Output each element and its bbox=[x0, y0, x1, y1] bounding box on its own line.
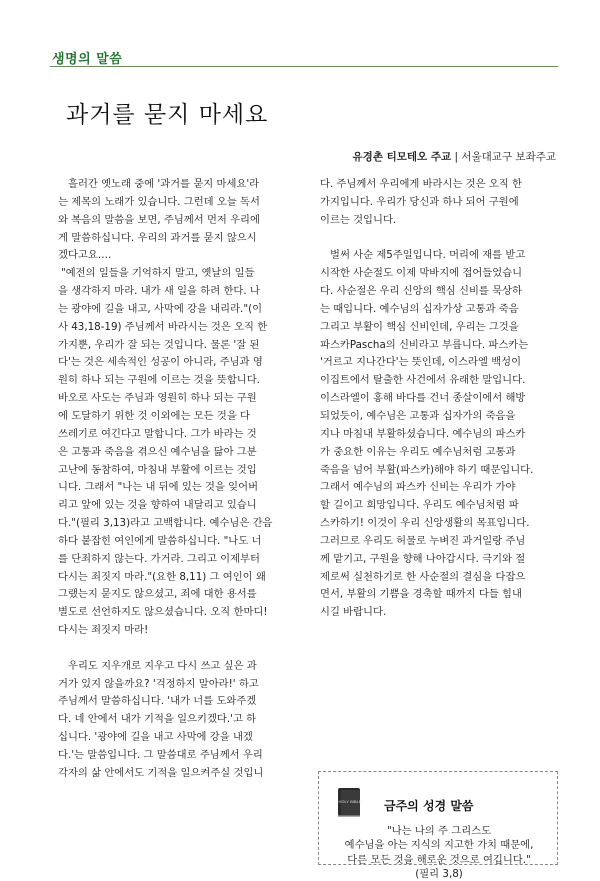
text-line: 다시는 죄짓지 마라! bbox=[58, 624, 149, 637]
article-title: 과거를 묻지 마세요 bbox=[66, 102, 269, 128]
bible-icon-label: HOLY BIBLE bbox=[338, 799, 362, 804]
text-line: 죽음을 넘어 부활(파스카)해야 하기 때문입니다. bbox=[320, 463, 534, 476]
text-line: 는 때입니다. 예수님의 십자가상 고통과 죽음 bbox=[320, 302, 519, 315]
text-line: 하다 붙잡힌 여인에게 말씀하십니다. "나도 너 bbox=[58, 534, 262, 547]
text-line: 그래서 예수님의 파스카 신비는 우리가 가야 bbox=[320, 481, 516, 494]
text-line: 십니다. '광야에 길을 내고 사막에 강을 내겠 bbox=[58, 731, 253, 744]
text-line: 는 제목의 노래가 있습니다. 그런데 오늘 독서 bbox=[58, 195, 260, 208]
text-line: 가지입니다. 우리가 당신과 하나 되어 구원에 bbox=[320, 195, 519, 208]
text-line: 시길 바랍니다. bbox=[320, 606, 387, 619]
text-line: 할 길이고 희망입니다. 우리도 예수님처럼 파 bbox=[320, 499, 519, 512]
text-line: 되었듯이, 예수님은 고통과 십자가의 죽음을 bbox=[320, 409, 516, 422]
text-line: 다'는 것은 세속적인 성공이 아니라, 주님과 영 bbox=[58, 356, 263, 369]
text-line: 사 43,18-19) 주님께서 바라시는 것은 오직 한 bbox=[58, 320, 268, 333]
author-role: 서울대교구 보좌주교 bbox=[461, 151, 556, 163]
text-line: 니다. 그래서 "나는 내 뒤에 있는 것을 잊어버 bbox=[58, 481, 259, 494]
text-line: 겠다고요…. bbox=[58, 249, 112, 262]
verse-line: "나는 나의 주 그리스도 bbox=[386, 825, 492, 837]
text-line: 별도로 선언하지도 않으셨습니다. 오직 한마디! bbox=[58, 606, 268, 619]
text-line: 게 말씀하십니다. 우리의 과거를 묻지 않으시 bbox=[58, 231, 257, 244]
text-line: 이집트에서 탈출한 사건에서 유래한 말입니다. bbox=[320, 374, 526, 387]
section-title: 생명의 말씀 bbox=[52, 52, 123, 67]
author-name: 유경촌 티모테오 주교 bbox=[352, 151, 452, 163]
text-line: 께 맡기고, 구원을 향해 나아갑시다. 극기와 절 bbox=[320, 552, 526, 565]
text-line: 다. 네 안에서 내가 기적을 일으키겠다.'고 하 bbox=[58, 713, 257, 726]
left-column bbox=[58, 176, 288, 783]
text-line: 다. 주님께서 우리에게 바라시는 것은 오직 한 bbox=[320, 178, 522, 190]
text-line: 그리고 부활이 핵심 신비인데, 우리는 그것을 bbox=[320, 320, 519, 333]
text-line: 에 도달하기 위한 것 이외에는 모든 것을 다 bbox=[58, 409, 251, 422]
text-line: 와 복음의 말씀을 보면, 주님께서 먼저 우리에 bbox=[58, 213, 260, 226]
text-line: 시작한 사순절도 이제 막바지에 접어들었습니 bbox=[320, 267, 523, 280]
text-line: 다시는 죄짓지 마라."(요한 8,11) 그 여인이 왜 bbox=[58, 570, 266, 583]
right-column bbox=[320, 176, 550, 622]
verse-line: 예수님을 아는 지식의 지고한 가치 때문에, bbox=[344, 839, 534, 852]
text-line: 고난에 동참하여, 마침내 부활에 이르는 것입 bbox=[58, 463, 257, 476]
text-line: 다. 사순절은 우리 신앙의 핵심 신비를 묵상하 bbox=[320, 285, 522, 298]
text-line: 는 광야에 길을 내고, 사막에 강을 내리라."(이 bbox=[58, 302, 263, 315]
text-line: 은 고통과 죽음을 겪으신 예수님을 닮아 그분 bbox=[58, 445, 257, 458]
text-line: 이스라엘이 홍해 바다를 건너 종살이에서 해방 bbox=[320, 392, 526, 405]
text-line: 리고 앞에 있는 것을 향하여 내달리고 있습니 bbox=[58, 499, 257, 512]
text-line: 다.'는 말씀입니다. 그 말씀대로 주님께서 우리 bbox=[58, 749, 263, 761]
text-line: 각자의 삶 안에서도 기적을 일으켜주실 것입니 bbox=[58, 766, 264, 779]
paragraph-gap bbox=[58, 640, 288, 658]
text-line: "예전의 일들을 기억하지 말고, 옛날의 일들 bbox=[61, 267, 255, 280]
header-divider bbox=[50, 66, 558, 67]
text-line: 면서, 부활의 기쁨을 경축할 때까지 다들 힘내 bbox=[320, 588, 522, 601]
paragraph-gap bbox=[320, 230, 550, 248]
text-line: 원히 하나 되는 구원에 이르는 것을 뜻합니다. bbox=[58, 374, 260, 387]
text-line: 우리도 지우개로 지우고 다시 쓰고 싶은 과 bbox=[68, 659, 257, 672]
text-line: 흘러간 옛노래 중에 '과거를 묻지 마세요'라 bbox=[68, 178, 260, 190]
text-line: 스카하기! 이것이 우리 신앙생활의 목표입니다. bbox=[320, 517, 530, 530]
text-line: 파스카Pascha의 신비라고 부릅니다. 파스카는 bbox=[320, 338, 529, 351]
text-line: 이르는 것입니다. bbox=[320, 213, 397, 226]
text-line: 지나 마침내 부활하셨습니다. 예수님의 파스카 bbox=[320, 427, 526, 440]
text-line: 거가 있지 않을까요? '걱정하지 말아라!' 하고 bbox=[58, 677, 259, 690]
text-line: 바오로 사도는 주님과 영원히 하나 되는 구원 bbox=[58, 392, 257, 405]
text-line: 그러므로 우리도 허물로 누벼진 과거일랑 주님 bbox=[320, 534, 526, 547]
text-line: '거르고 지나간다'는 뜻인데, 이스라엘 백성이 bbox=[320, 356, 522, 369]
verse-text bbox=[326, 824, 552, 881]
byline bbox=[353, 149, 556, 164]
text-line: 그랬는지 묻지도 않으셨고, 죄에 대한 용서를 bbox=[58, 588, 257, 601]
text-line: 을 생각하지 마라. 내가 새 일을 하려 한다. 나 bbox=[58, 285, 260, 298]
text-line: 가 중요한 이유는 우리도 예수님처럼 고통과 bbox=[320, 445, 516, 458]
bible-icon bbox=[335, 786, 365, 820]
text-line: 를 단죄하지 않는다. 가거라. 그리고 이제부터 bbox=[58, 552, 260, 565]
byline-separator: | bbox=[454, 151, 462, 163]
verse-line: 다른 모든 것을 해로운 것으로 여깁니다." bbox=[347, 853, 531, 866]
text-line: 쓰레기로 여긴다고 말합니다. 그가 바라는 것 bbox=[58, 427, 257, 440]
verse-line: (필리 3,8) bbox=[415, 867, 463, 880]
text-line: 다."(필리 3,13)라고 고백합니다. 예수님은 간음 bbox=[58, 517, 273, 530]
text-line: 주님께서 말씀하십니다. '내가 너를 도와주겠 bbox=[58, 695, 257, 708]
text-line: 제로써 실천하기로 한 사순절의 결심을 다잡으 bbox=[320, 570, 526, 583]
text-line: 벌써 사순 제5주일입니다. 머리에 재를 받고 bbox=[330, 249, 526, 262]
text-line: 가지뿐, 우리가 잘 되는 것입니다. 물론 '잘 된 bbox=[58, 338, 260, 351]
verse-heading: 금주의 성경 말씀 bbox=[384, 799, 474, 813]
